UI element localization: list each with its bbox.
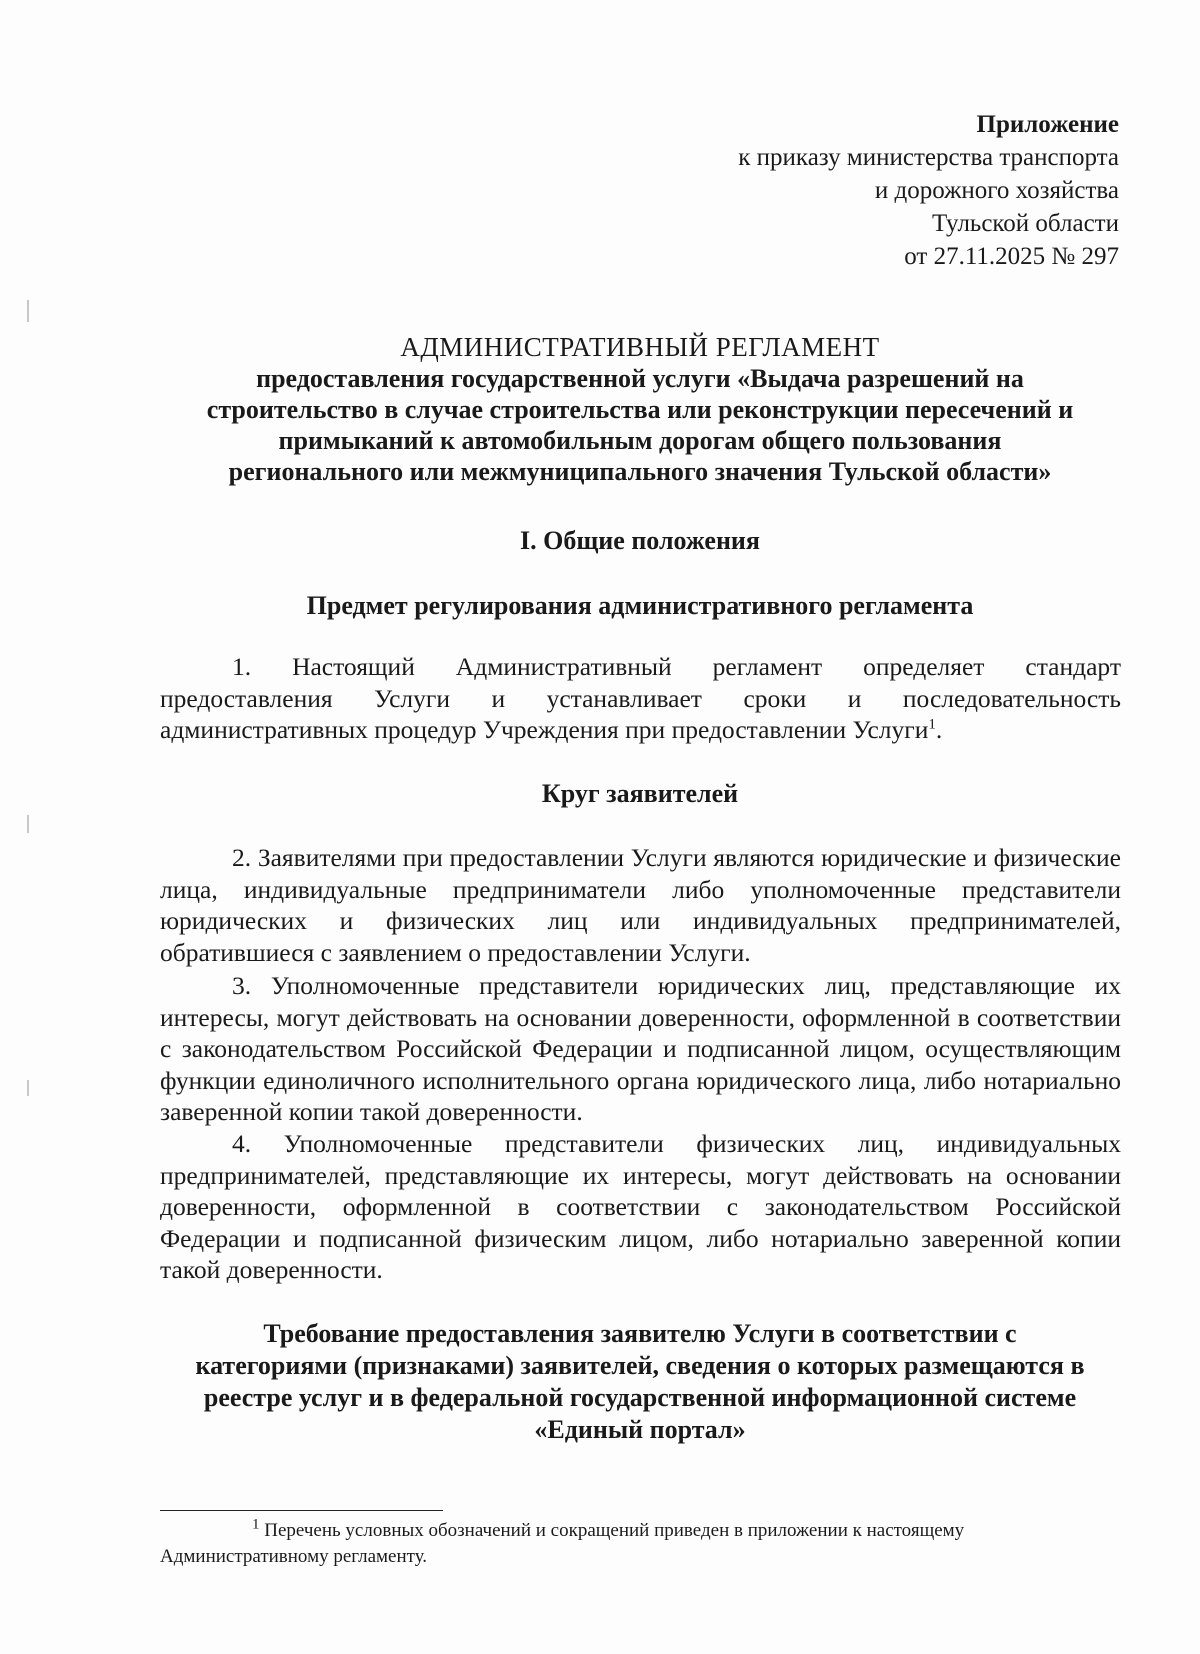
- footnote-ref: 1: [928, 716, 936, 733]
- document-subtitle-line: строительство в случае строительства или реконструкции пересечений и: [206, 395, 1074, 424]
- footnote: [160, 1518, 1121, 1570]
- document-subtitle-line: регионального или межмуниципального значения Тульской области»: [228, 457, 1052, 486]
- section-heading: I. Общие положения: [520, 526, 760, 555]
- paragraph-1-text: 1. Настоящий Административный регламент определяет стандарт предоставления Услуги и устанавливает сроки и последовательность административных процедур Учреждения при предоставлении Услуги: [160, 652, 1121, 744]
- paragraph-3: [160, 970, 1121, 1128]
- scan-mark: [27, 1080, 29, 1096]
- appendix-order-number: от 27.11.2025 № 297: [904, 243, 1119, 270]
- requirement-heading: [140, 1318, 1140, 1446]
- paragraph-4: [160, 1128, 1121, 1286]
- requirement-heading-line: «Единый портал»: [534, 1415, 746, 1444]
- scan-mark: [27, 815, 29, 833]
- paragraph-2-text: 2. Заявителями при предоставлении Услуги являются юридические и физические лица, индивидуальные предприниматели либо уполномоченные представители юридических и физических лиц или индивидуальных предпринимателей, обратившиеся с заявлением о предоставлении Услуги.: [160, 843, 1121, 967]
- appendix-title: Приложение: [976, 111, 1119, 138]
- appendix-line: Тульской области: [932, 210, 1119, 237]
- requirement-heading-line: реестре услуг и в федеральной государственной информационной системе: [203, 1383, 1077, 1412]
- footnote-text: Перечень условных обозначений и сокращений приведен в приложении к настоящему Административному регламенту.: [160, 1520, 965, 1567]
- document-subtitle-line: примыканий к автомобильным дорогам общего пользования: [278, 426, 1002, 455]
- document-subtitle-line: предоставления государственной услуги «Выдача разрешений на: [256, 364, 1024, 393]
- document-title: АДМИНИСТРАТИВНЫЙ РЕГЛАМЕНТ: [400, 332, 880, 362]
- scan-mark: [27, 300, 29, 322]
- document-title-block: [140, 332, 1140, 487]
- subsection-heading: Круг заявителей: [541, 779, 739, 808]
- subsection-heading: Предмет регулирования административного регламента: [306, 591, 974, 620]
- paragraph-1: [160, 651, 1121, 746]
- paragraph-1-end: .: [935, 715, 943, 744]
- appendix-block: [738, 108, 1119, 273]
- paragraph-4-text: 4. Уполномоченные представители физических лиц, индивидуальных предпринимателей, представляющие их интересы, могут действовать на основании доверенности, оформленной в соответствии с законодательством Российской Федерации и подписанной физическим лицом, либо нотариально заверенной копии такой доверенности.: [160, 1129, 1121, 1284]
- requirement-heading-line: Требование предоставления заявителю Услуги в соответствии с: [263, 1319, 1017, 1348]
- footnote-number: 1: [252, 1516, 260, 1533]
- requirement-heading-line: категориями (признаками) заявителей, сведения о которых размещаются в: [195, 1351, 1085, 1380]
- appendix-line: к приказу министерства транспорта: [738, 144, 1119, 171]
- appendix-line: и дорожного хозяйства: [874, 177, 1119, 204]
- paragraph-3-text: 3. Уполномоченные представители юридических лиц, представляющие их интересы, могут действовать на основании доверенности, оформленной в соответствии с законодательством Российской Федерации и подписанной лицом, осуществляющим функции единоличного исполнительного органа юридического лица, либо нотариально заверенной копии такой доверенности.: [160, 971, 1121, 1126]
- footnote-divider: [160, 1510, 443, 1511]
- paragraph-2: [160, 842, 1121, 968]
